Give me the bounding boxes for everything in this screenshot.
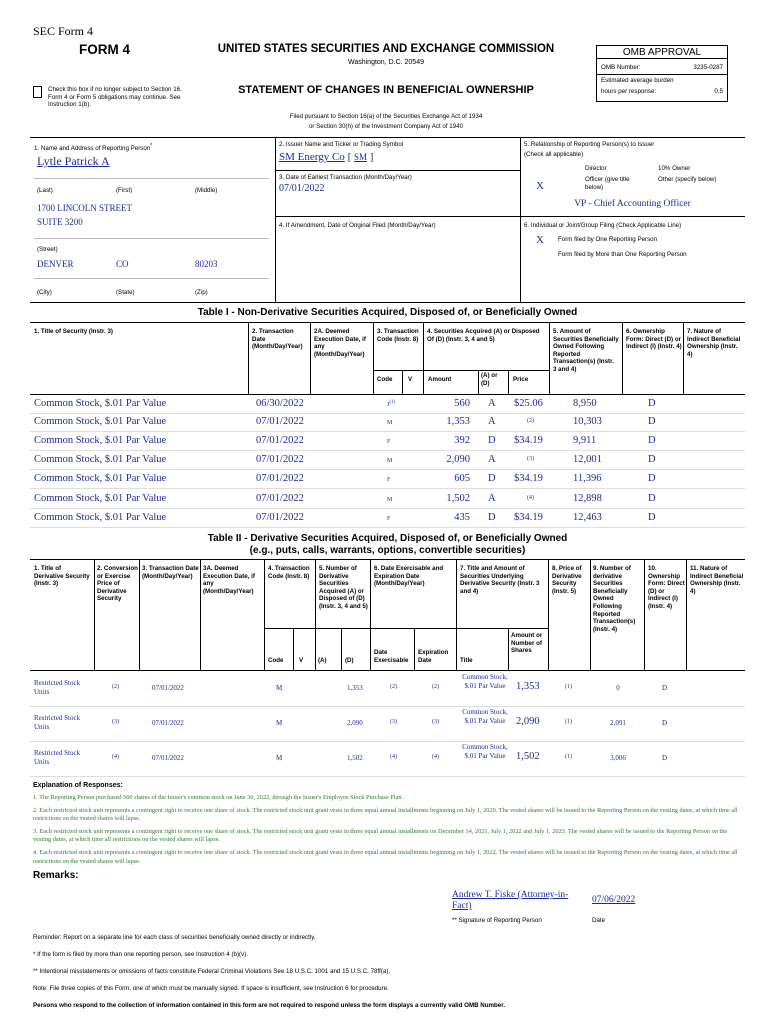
disposed-amount: 1,353 (347, 684, 363, 692)
table2-row (30, 741, 745, 777)
amount: 435 (454, 512, 470, 523)
table2-subtitle: (e.g., puts, calls, warrants, options, convertible securities) (249, 545, 526, 556)
derivative-security: Restricted Stock Units (34, 714, 81, 731)
transaction-date: 07/01/2022 (256, 454, 304, 465)
omb-title: OMB APPROVAL (597, 46, 727, 59)
box4-label: 4. If Amendment, Date of Original Filed (Month/Day/Year) (279, 222, 436, 229)
t2-h1: 1. Title of Derivative Security (Instr. 3) (34, 565, 90, 588)
table1-row (30, 509, 745, 528)
ownership-form: D (648, 473, 656, 484)
expiration-date: (4) (432, 754, 439, 760)
amount: 560 (454, 398, 470, 409)
other-label: Other (specify below) (658, 176, 717, 183)
city: DENVER (37, 259, 74, 269)
ownership-form: D (662, 684, 668, 692)
acquired-disposed: D (488, 435, 496, 446)
table2-row (30, 671, 745, 707)
t2-a: (A) (318, 657, 327, 664)
derivative-price: (1) (565, 719, 572, 725)
t2-h9: 9. Number of derivative Securities Beneficially Owned Following Reported Transaction(s) (Instr. 4) (593, 565, 636, 633)
officer-mark: X (536, 180, 544, 192)
expiration-date: (2) (432, 684, 439, 690)
expiration-date: (3) (432, 719, 439, 725)
amount-owned: 11,396 (573, 473, 602, 484)
omb-number-label: OMB Number: (601, 64, 641, 71)
security-title: Common Stock, $.01 Par Value (34, 512, 167, 523)
agency-name: UNITED STATES SECURITIES AND EXCHANGE COMMISSION (217, 43, 555, 55)
acquired-disposed: A (488, 398, 496, 409)
earliest-transaction-date: 07/01/2022 (279, 183, 325, 194)
remarks-label: Remarks: (33, 870, 79, 881)
t2-h4: 4. Transaction Code (Instr. 8) (268, 565, 310, 580)
underlying-amount: 1,502 (516, 751, 540, 762)
transaction-code: M (276, 754, 283, 762)
acquired-disposed: A (488, 493, 496, 504)
table2-title: Table II - Derivative Securities Acquired, Disposed of, or Beneficially Owned (207, 533, 568, 544)
t2-expiration: Expiration Date (418, 649, 449, 664)
price-footnote: (4) (527, 495, 534, 501)
transaction-code: F (387, 477, 391, 483)
state-label: (State) (116, 289, 135, 296)
transaction-code: M (276, 684, 283, 692)
ownership-form: D (648, 493, 656, 504)
t1-h2a: 2A. Deemed Execution Date, if any (Month/Day/Year) (314, 328, 366, 358)
acquired-disposed: A (488, 454, 496, 465)
table1-row (30, 432, 745, 451)
security-title: Common Stock, $.01 Par Value (34, 473, 167, 484)
security-title: Common Stock, $.01 Par Value (34, 416, 167, 427)
amount: 605 (454, 473, 470, 484)
amount: 1,353 (446, 416, 470, 427)
form-title: FORM 4 (79, 42, 131, 57)
explanation-title: Explanation of Responses: (33, 782, 123, 789)
amount: 2,090 (446, 454, 470, 465)
ownership-form: D (648, 398, 656, 409)
box6-label: 6. Individual or Joint/Group Filing (Check Applicable Line) (524, 222, 682, 229)
no-longer-subject-checkbox[interactable] (33, 86, 42, 98)
footer-note-2: ** Intentional misstatements or omissions of facts constitute Federal Criminal Violations See 18 U.S.C. 1001 and 15 U.S.C. 78ff(a). (33, 968, 391, 975)
ownership-form: D (648, 454, 656, 465)
amount-owned: 12,898 (573, 493, 602, 504)
issuer-name[interactable]: SM Energy Co [ SM ] (279, 151, 374, 163)
transaction-date: 07/01/2022 (152, 719, 184, 727)
transaction-date: 07/01/2022 (256, 435, 304, 446)
last-label: (Last) (37, 187, 53, 194)
underlying-title: Common Stock, $.01 Par Value (462, 743, 508, 760)
t1-h1: 1. Title of Security (Instr. 3) (34, 328, 113, 335)
acquired-disposed: A (488, 416, 496, 427)
footer-bold: Persons who respond to the collection of information contained in this form are not required to respond unless the form displays a currently valid OMB Number. (33, 1002, 506, 1009)
underlying-amount: 2,090 (516, 716, 540, 727)
footer-notes (33, 932, 745, 1012)
t1-code: Code (377, 376, 393, 383)
date-exercisable: (2) (390, 684, 397, 690)
t2-h2: 2. Conversion or Exercise Price of Derivative Security (97, 565, 138, 603)
t2-h10: 10. Ownership Form: Direct (D) or Indirect (I) (Instr. 4) (648, 565, 685, 610)
transaction-code: F (387, 516, 391, 522)
price-footnote: (3) (527, 456, 534, 462)
footer-note-3: Note: File three copies of this Form, one of which must be manually signed. If space is insufficient, see Instruction 6 for procedure. (33, 985, 389, 992)
amount-owned: 12,463 (573, 512, 602, 523)
transaction-date: 07/01/2022 (152, 754, 184, 762)
owner-label: 10% Owner (658, 165, 691, 172)
transaction-code: $J^{(1)}$ (387, 400, 396, 408)
derivative-price: (1) (565, 754, 572, 760)
transaction-date: 07/01/2022 (256, 493, 304, 504)
amount: 1,502 (446, 493, 470, 504)
underlying-amount: 1,353 (516, 681, 540, 692)
table1-row (30, 395, 745, 414)
signature-name[interactable]: Andrew T. Fiske (Attorney-in-Fact) (452, 890, 569, 911)
transaction-date: 07/01/2022 (256, 416, 304, 427)
price: $34.19 (514, 435, 543, 446)
transaction-code: M (387, 458, 393, 464)
transaction-code: M (276, 719, 283, 727)
city-label: (City) (37, 289, 52, 296)
underlying-title: Common Stock, $.01 Par Value (462, 673, 508, 690)
price: $34.19 (514, 473, 543, 484)
t2-h3a: 3A. Deemed Execution Date, if any (Month/Day/Year) (203, 565, 255, 595)
amount-owned: 12,001 (573, 454, 602, 465)
street-line1: 1700 LINCOLN STREET (37, 203, 132, 213)
explanation-4: 4. Each restricted stock unit represents a contingent right to receive one share of stock. The restricted stock unit grant vests in three equal annual installments beginning on July 1, 2022. The vested shares will be issued to the Reporting Person on the vesting dates, at which time all restrictions on the vested shares will lapse. (33, 848, 738, 865)
signature-label: ** Signature of Reporting Person (452, 917, 542, 924)
derivative-security: Restricted Stock Units (34, 679, 81, 696)
transaction-code: M (387, 420, 393, 426)
form-label: SEC Form 4 (33, 24, 94, 38)
omb-hours: 0.5 (714, 88, 723, 95)
zip: 80203 (195, 259, 218, 269)
t1-h5: 5. Amount of Securities Beneficially Owned Following Reported Transaction(s) (Instr. 3 and 4) (553, 328, 619, 373)
transaction-code: F (387, 439, 391, 445)
derivatives-owned: 3,006 (610, 754, 626, 762)
amount: 392 (454, 435, 470, 446)
ownership-form: D (648, 416, 656, 427)
t1-h3: 3. Transaction Code (Instr. 8) (377, 328, 419, 343)
agency-city: Washington, D.C. 20549 (347, 59, 424, 66)
signature-date: 07/06/2022 (592, 895, 636, 905)
ownership-form: D (662, 754, 668, 762)
price-footnote: (2) (527, 418, 534, 424)
conversion-price: (4) (112, 754, 119, 760)
filed-line2: or Section 30(h) of the Investment Company Act of 1940 (308, 123, 464, 130)
amount-owned: 10,303 (573, 416, 602, 427)
table1-row (30, 470, 745, 489)
conversion-price: (3) (112, 719, 119, 725)
filed-line1: Filed pursuant to Section 16(a) of the Securities Exchange Act of 1934 (289, 113, 483, 120)
amount-owned: 9,911 (573, 435, 597, 446)
box2-label: 2. Issuer Name and Ticker or Trading Symbol (279, 141, 404, 148)
middle-label: (Middle) (195, 187, 218, 194)
t1-h7: 7. Nature of Indirect Beneficial Ownership (Instr. 4) (687, 328, 741, 358)
explanation-1: 1. The Reporting Person purchased 560 shares of the Issuer's common stock on June 30, 2022, through the Issuer's Employee Stock Purchase Plan. (33, 794, 404, 801)
omb-burden-label: Estimated average burden (601, 77, 674, 84)
t2-exercisable: Date Exercisable (374, 649, 409, 664)
box3-label: 3. Date of Earliest Transaction (Month/Day/Year) (279, 174, 412, 181)
transaction-code: M (387, 497, 393, 503)
table2-row (30, 706, 745, 742)
t2-h8: 8. Price of Derivative Security (Instr. 5) (552, 565, 582, 595)
table1-row (30, 490, 745, 509)
footer-note-1: * If the form is filed by more than one reporting person, see Instruction 4 (b)(v). (33, 951, 248, 958)
table1-title: Table I - Non-Derivative Securities Acquired, Disposed of, or Beneficially Owned (197, 307, 578, 318)
omb-hours-label: hours per response: (601, 88, 657, 95)
explanation-2: 2. Each restricted stock unit represents a contingent right to receive one share of stock. The restricted stock unit grant vests in three equal annual installments beginning on July 1, 2020. The vested shares will be issued to the Reporting Person on the vesting dates, at which time all restrictions on the vested shares will lapse. (33, 806, 738, 823)
officer-title: VP - Chief Accounting Officer (574, 199, 691, 209)
derivative-security: Restricted Stock Units (34, 749, 81, 766)
officer-label: Officer (give title below) (585, 176, 630, 191)
first-label: (First) (116, 187, 133, 194)
t1-v: V (408, 376, 413, 383)
director-label: Director (585, 165, 607, 172)
t2-h3: 3. Transaction Date (Month/Day/Year) (142, 565, 199, 580)
acquired-disposed: D (488, 512, 496, 523)
filing-one-label: Form filed by One Reporting Person (558, 236, 658, 243)
price: $34.19 (514, 512, 543, 523)
t1-amount: Amount (428, 376, 452, 383)
zip-label: (Zip) (195, 289, 208, 296)
ownership-form: D (648, 512, 656, 523)
statement-title: STATEMENT OF CHANGES IN BENEFICIAL OWNERSHIP (238, 84, 534, 96)
reporting-person-name[interactable]: Lytle Patrick A (37, 154, 110, 168)
t1-h4: 4. Securities Acquired (A) or Disposed Of (D) (Instr. 3, 4 and 5) (427, 328, 540, 343)
t2-v: V (299, 657, 304, 664)
table1-row (30, 413, 745, 432)
omb-approval-box (596, 45, 728, 102)
street-label: (Street) (37, 246, 58, 253)
price: $25.06 (514, 398, 543, 409)
transaction-date: 06/30/2022 (256, 398, 304, 409)
filing-more-label: Form filed by More than One Reporting Person (558, 251, 687, 258)
state: CO (116, 259, 129, 269)
disposed-amount: 1,502 (347, 754, 363, 762)
t2-h5: 5. Number of Derivative Securities Acquired (A) or Disposed of (D) (Instr. 3, 4 and 5) (319, 565, 368, 610)
t1-price: Price (513, 376, 529, 383)
security-title: Common Stock, $.01 Par Value (34, 398, 167, 409)
t2-h7: 7. Title and Amount of Securities Underlying Derivative Security (Instr. 3 and 4) (460, 565, 540, 595)
box5-label: 5. Relationship of Reporting Person(s) to Issuer (524, 141, 655, 148)
derivative-price: (1) (565, 684, 572, 690)
derivatives-owned: 2,091 (610, 719, 626, 727)
checkbox-text: Check this box if no longer subject to Section 16. Form 4 or Form 5 obligations may continue. See Instruction 1(b). (48, 86, 182, 109)
footer-reminder: Reminder: Report on a separate line for each class of securities beneficially owned directly or indirectly. (33, 934, 316, 941)
box1-label: 1. Name and Address of Reporting Person* (34, 143, 153, 153)
conversion-price: (2) (112, 684, 119, 690)
acquired-disposed: D (488, 473, 496, 484)
amount-owned: 8,950 (573, 398, 597, 409)
ownership-form: D (648, 435, 656, 446)
date-exercisable: (3) (390, 719, 397, 725)
transaction-date: 07/01/2022 (256, 473, 304, 484)
t1-h6: 6. Ownership Form: Direct (D) or Indirect (I) (Instr. 4) (626, 328, 682, 351)
t2-code: Code (268, 657, 284, 664)
t1-aord: (A) or (D) (481, 372, 498, 387)
date-label: Date (592, 917, 606, 924)
t2-d: (D) (345, 657, 354, 664)
t2-h6: 6. Date Exercisable and Expiration Date (Month/Day/Year) (374, 565, 444, 588)
box5-sub: (Check all applicable) (524, 151, 584, 158)
t2-title: Title (460, 657, 473, 664)
security-title: Common Stock, $.01 Par Value (34, 493, 167, 504)
security-title: Common Stock, $.01 Par Value (34, 435, 167, 446)
ownership-form: D (662, 719, 668, 727)
table1-row (30, 451, 745, 470)
street-line2: SUITE 3200 (37, 217, 83, 227)
explanation-3: 3. Each restricted stock unit represents a contingent right to receive one share of stock. The restricted stock unit grant vests in three equal annual installments on December 14, 2021, July 1, 2022 and July 1, 2023. The vested shares will be issued to the Reporting Person on the vesting dates, at which time all restrictions on the vested shares will lapse. (33, 827, 728, 844)
t1-h2: 2. Transaction Date (Month/Day/Year) (252, 328, 303, 351)
derivatives-owned: 0 (616, 684, 620, 692)
t2-amount-shares: Amount or Number of Shares (511, 632, 543, 655)
transaction-date: 07/01/2022 (152, 684, 184, 692)
date-exercisable: (4) (390, 754, 397, 760)
security-title: Common Stock, $.01 Par Value (34, 454, 167, 465)
explanations (33, 794, 745, 866)
underlying-title: Common Stock, $.01 Par Value (462, 708, 508, 725)
disposed-amount: 2,090 (347, 719, 363, 727)
t2-h11: 11. Nature of Indirect Beneficial Ownership (Instr. 4) (690, 565, 744, 595)
filing-mark: X (536, 234, 544, 246)
omb-number: 3235-0287 (693, 64, 723, 71)
transaction-date: 07/01/2022 (256, 512, 304, 523)
